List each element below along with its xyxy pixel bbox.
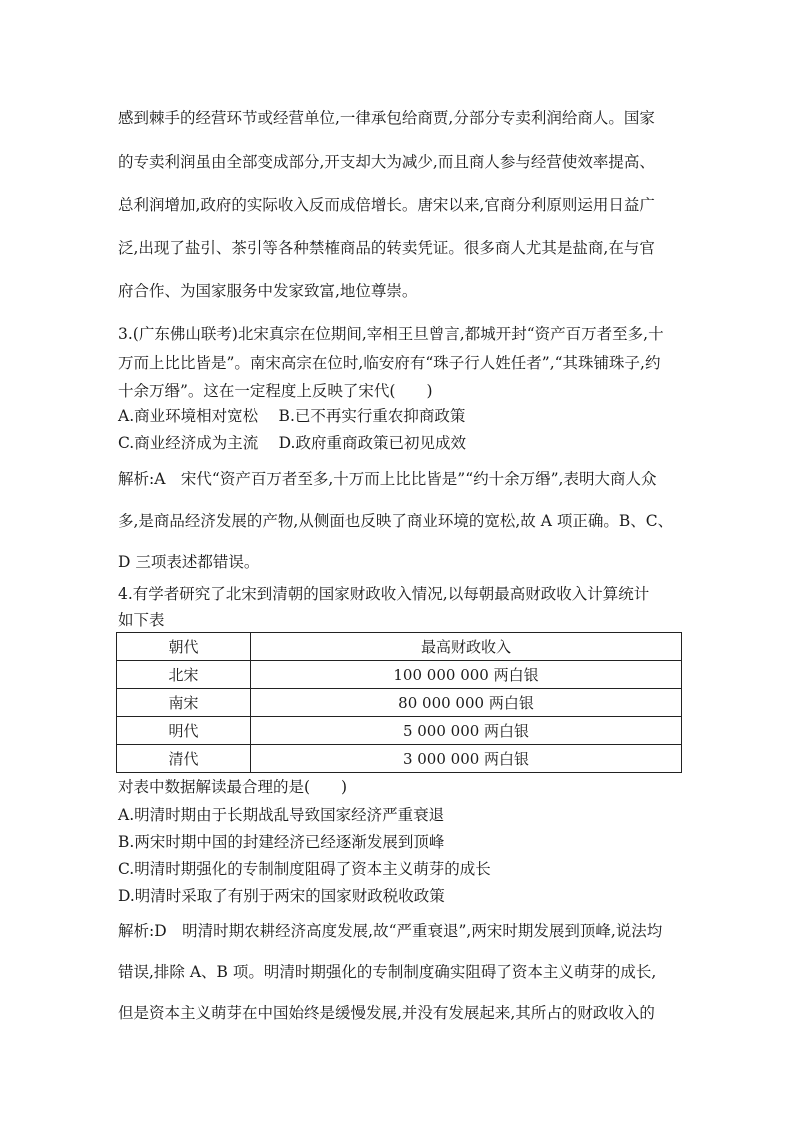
q4-option-c: C.明清时期强化的专制制度阻碍了资本主义萌芽的成长 (118, 860, 491, 878)
q3-stem-line-1: 3.(广东佛山联考)北宋真宗在位期间,宰相王旦曾言,都城开封“资产百万者至多,十 (118, 325, 664, 343)
table-header-revenue: 最高财政收入 (251, 633, 682, 661)
fiscal-revenue-table (116, 632, 682, 773)
table-row (117, 717, 682, 745)
table-header-dynasty: 朝代 (117, 633, 251, 661)
q3-stem-line-2: 万而上比比皆是”。南宋高宗在位时,临安府有“珠子行人姓任者”,“其珠铺珠子,约 (118, 354, 661, 372)
table-cell-dynasty: 南宋 (117, 689, 251, 717)
table-row (117, 745, 682, 773)
q4-stem-line-1: 4.有学者研究了北宋到清朝的国家财政收入情况,以每朝最高财政收入计算统计 (118, 585, 650, 603)
table-cell-dynasty: 清代 (117, 745, 251, 773)
table-row (117, 661, 682, 689)
table-row (117, 689, 682, 717)
passage-line-5: 府合作、为国家服务中发家致富,地位尊崇。 (118, 282, 418, 300)
q3-analysis-line-2: 多,是商品经济发展的产物,从侧面也反映了商业环境的宽松,故 A 项正确。B、C、 (118, 512, 674, 530)
table-cell-revenue: 80 000 000 两白银 (251, 689, 682, 717)
q4-option-b: B.两宋时期中国的封建经济已经逐渐发展到顶峰 (118, 833, 445, 851)
q3-analysis-line-3: D 三项表述都错误。 (118, 553, 260, 571)
q4-analysis-line-3: 但是资本主义萌芽在中国始终是缓慢发展,并没有发展起来,其所占的财政收入的 (118, 1004, 655, 1022)
q3-analysis-line-1: 解析:A 宋代“资产百万者至多,十万而上比比皆是”“约十余万缗”,表明大商人众 (118, 470, 657, 488)
q3-option-line-1: A.商业环境相对宽松 B.已不再实行重农抑商政策 (118, 407, 466, 425)
passage-line-2: 的专卖利润虽由全部变成部分,开支却大为减少,而且商人参与经营使效率提高、 (118, 153, 655, 171)
table-cell-revenue: 3 000 000 两白银 (251, 745, 682, 773)
table-cell-dynasty: 北宋 (117, 661, 251, 689)
q4-question: 对表中数据解读最合理的是( ) (118, 778, 348, 796)
passage-line-3: 总利润增加,政府的实际收入反而成倍增长。唐宋以来,官商分利原则运用日益广 (118, 196, 655, 214)
q4-option-d: D.明清时采取了有别于两宋的国家财政税收政策 (118, 887, 445, 905)
table-cell-revenue: 100 000 000 两白银 (251, 661, 682, 689)
table-cell-dynasty: 明代 (117, 717, 251, 745)
table-header-row (117, 633, 682, 661)
q4-analysis-line-2: 错误,排除 A、B 项。明清时期强化的专制制度确实阻碍了资本主义萌芽的成长, (118, 963, 657, 981)
q3-option-line-2: C.商业经济成为主流 D.政府重商政策已初见成效 (118, 434, 466, 452)
q3-stem-line-3: 十余万缗”。这在一定程度上反映了宋代( ) (118, 382, 433, 400)
q4-stem-line-2: 如下表 (118, 611, 165, 629)
table-cell-revenue: 5 000 000 两白银 (251, 717, 682, 745)
passage-line-4: 泛,出现了盐引、茶引等各种禁榷商品的转卖凭证。很多商人尤其是盐商,在与官 (118, 239, 655, 257)
q4-analysis-line-1: 解析:D 明清时期农耕经济高度发展,故“严重衰退”,两宋时期发展到顶峰,说法均 (118, 922, 663, 940)
q4-option-a: A.明清时期由于长期战乱导致国家经济严重衰退 (118, 806, 445, 824)
passage-line-1: 感到棘手的经营环节或经营单位,一律承包给商贾,分部分专卖利润给商人。国家 (118, 109, 655, 127)
